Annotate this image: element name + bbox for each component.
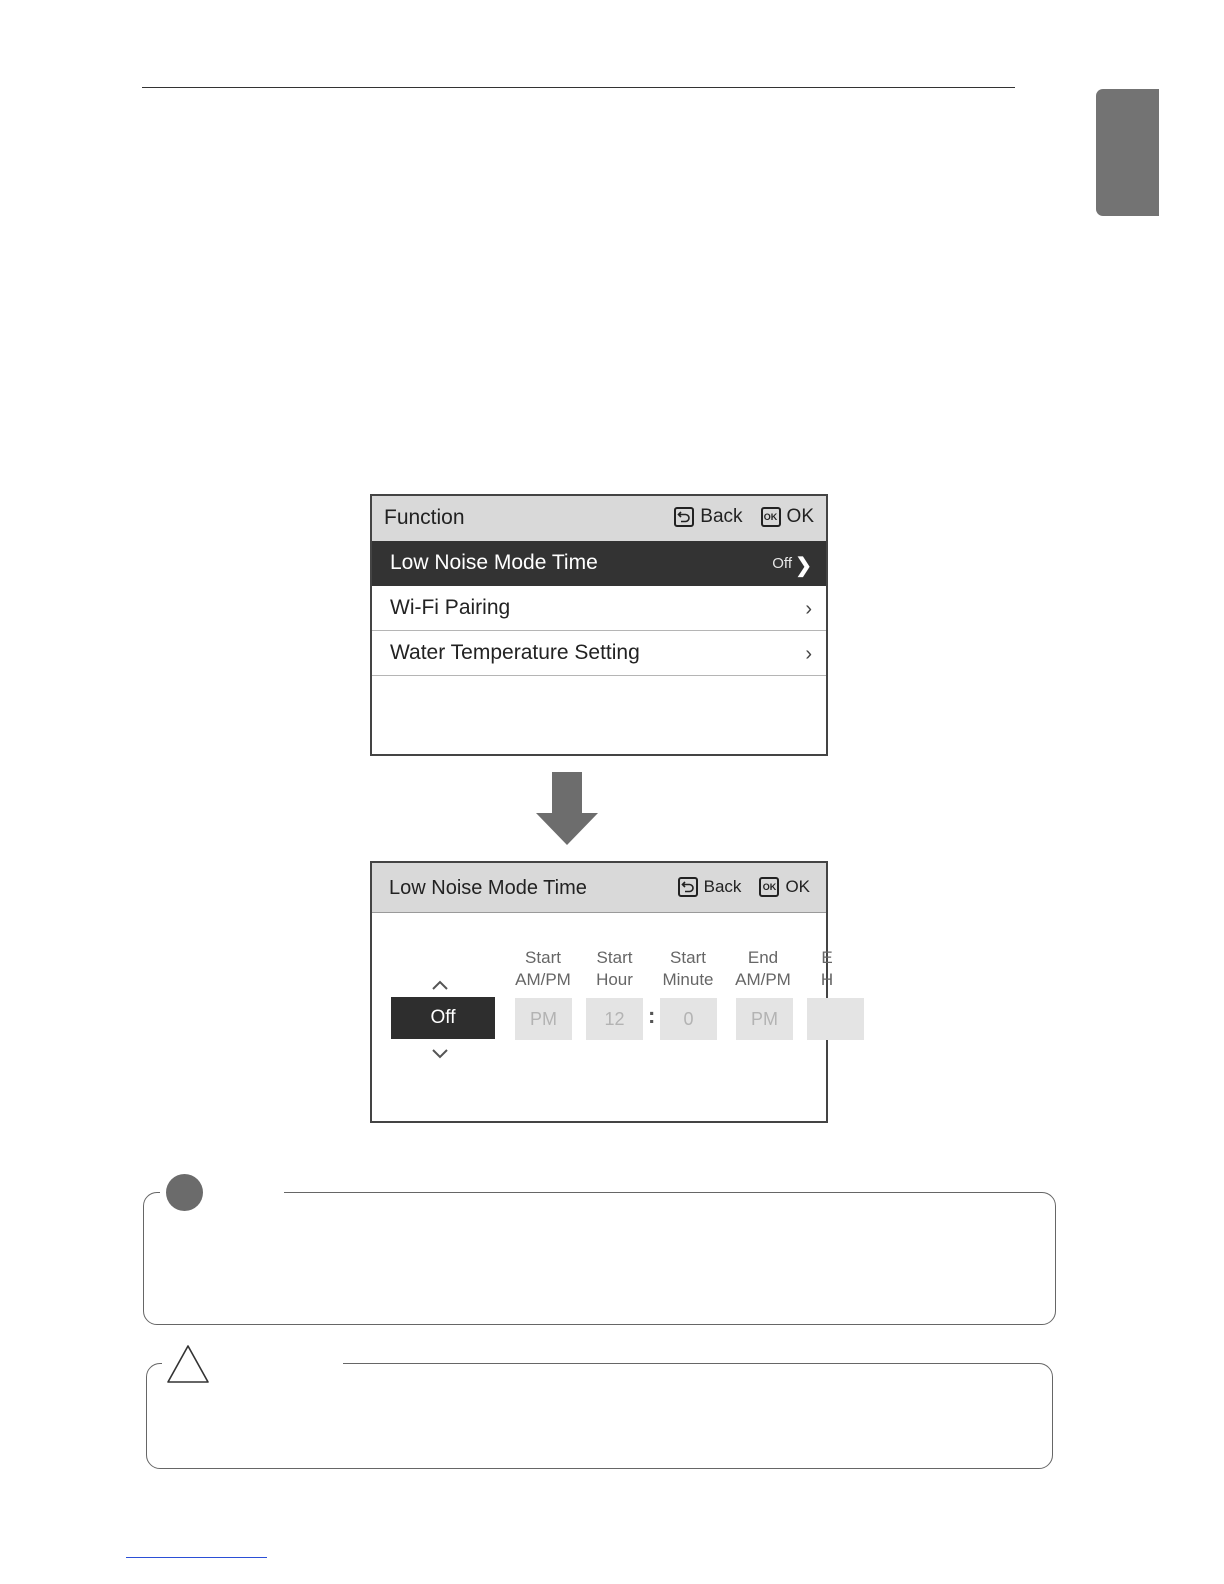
time-separator: : — [648, 1003, 656, 1028]
back-arrow-icon[interactable] — [678, 877, 698, 897]
screen-header — [372, 863, 826, 913]
column-label-end-hour: E H — [820, 948, 834, 989]
note-circle-icon — [166, 1174, 203, 1211]
screen-title: Function — [384, 506, 465, 529]
ok-key-icon[interactable]: OK — [759, 877, 779, 897]
chevron-right-icon: ❯ — [795, 555, 812, 577]
column-label-start-ampm: Start AM/PM — [515, 948, 571, 989]
column-label-end-ampm: End AM/PM — [735, 948, 791, 989]
top-divider — [142, 87, 1015, 88]
header-actions — [674, 506, 814, 528]
function-menu-screen — [370, 494, 828, 756]
screen-title: Low Noise Mode Time — [389, 877, 587, 899]
menu-item-wifi-pairing[interactable] — [372, 586, 826, 631]
start-minute-field[interactable]: 0 — [660, 998, 717, 1040]
back-arrow-icon[interactable] — [674, 507, 694, 527]
low-noise-mode-time-screen — [370, 861, 834, 1123]
caution-triangle-icon — [166, 1344, 210, 1384]
back-button[interactable]: Back — [700, 506, 743, 527]
caution-box — [146, 1363, 1053, 1469]
start-hour-field[interactable]: 12 — [586, 998, 643, 1040]
ok-button[interactable]: OK — [786, 506, 814, 527]
footer-link-underline — [126, 1557, 267, 1558]
ok-key-icon[interactable]: OK — [761, 507, 781, 527]
menu-item-label: Water Temperature Setting — [390, 641, 640, 664]
menu-item-water-temperature-setting[interactable] — [372, 631, 826, 676]
header-actions — [678, 877, 810, 897]
down-arrow-icon — [536, 772, 598, 845]
column-label-start-minute: Start Minute — [662, 948, 714, 989]
menu-item-label: Wi-Fi Pairing — [390, 596, 511, 619]
menu-item-label: Low Noise Mode Time — [390, 551, 598, 574]
chevron-up-icon[interactable] — [431, 980, 449, 990]
chevron-down-icon[interactable] — [431, 1049, 449, 1059]
end-hour-field[interactable] — [807, 998, 864, 1040]
chevron-right-icon: › — [805, 598, 812, 620]
column-label-start-hour: Start Hour — [596, 948, 633, 989]
start-ampm-field[interactable]: PM — [515, 998, 572, 1040]
menu-item-value: Off — [772, 555, 792, 572]
menu-item-low-noise-mode-time[interactable] — [372, 541, 826, 586]
back-button[interactable]: Back — [703, 877, 742, 896]
ok-button[interactable]: OK — [785, 877, 810, 896]
chapter-tab — [1096, 89, 1159, 216]
note-box — [143, 1192, 1056, 1325]
end-ampm-field[interactable]: PM — [736, 998, 793, 1040]
chevron-right-icon: › — [805, 643, 812, 665]
mode-value-selector[interactable]: Off — [391, 997, 495, 1039]
screen-header — [372, 496, 826, 542]
